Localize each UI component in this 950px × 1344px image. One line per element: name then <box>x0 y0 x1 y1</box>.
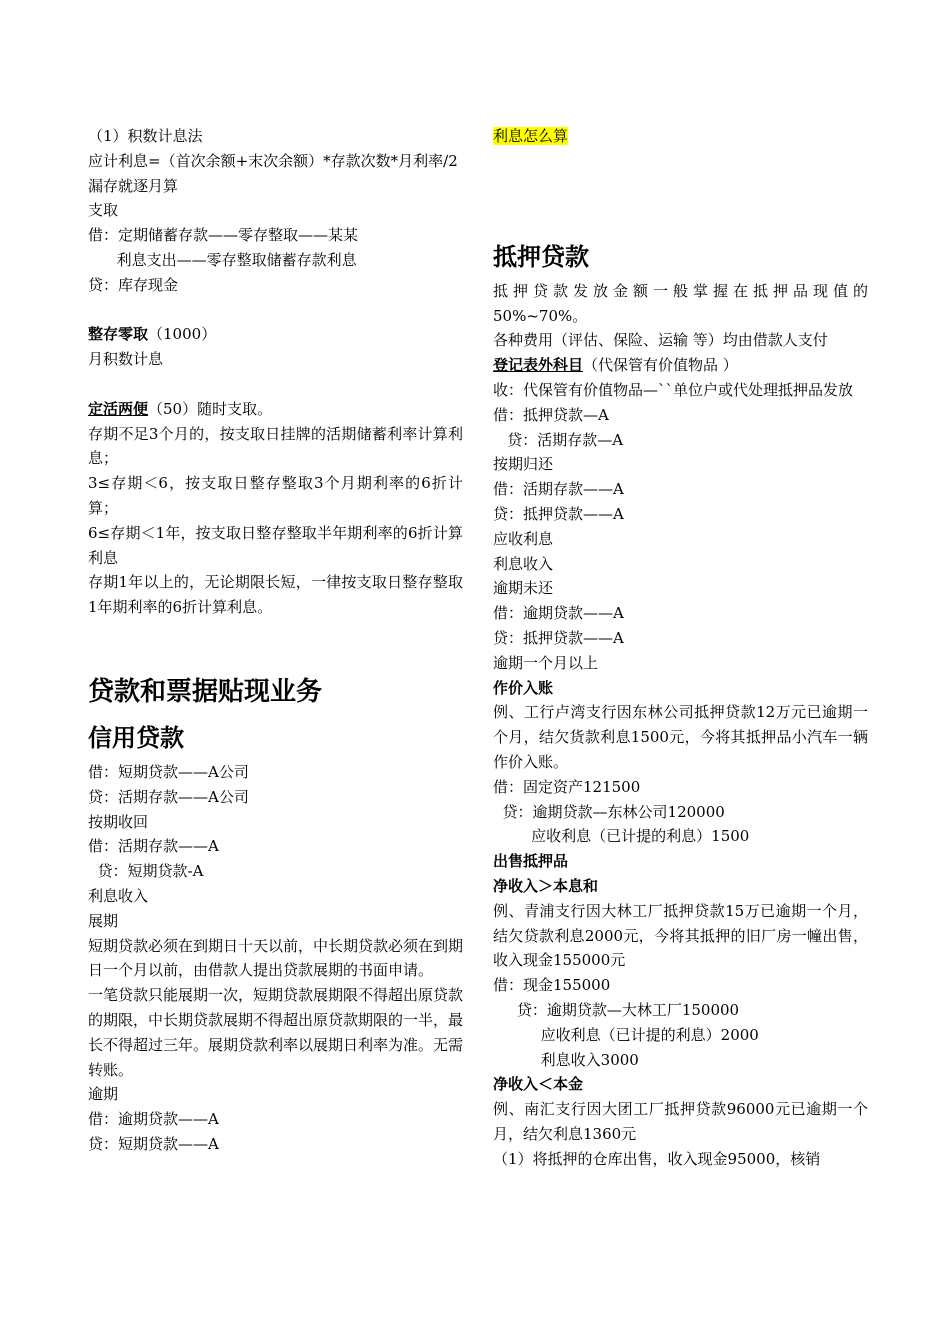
text-line: 借：现金155000 <box>493 976 611 995</box>
text-line: 借：逾期贷款——A <box>493 604 624 623</box>
text-line: 贷：活期存款——A公司 <box>88 787 249 806</box>
text-paragraph: 例、南汇支行因大团工厂抵押贷款96000元已逾期一个月，结欠利息1360元 <box>493 1100 868 1143</box>
text-paragraph: 各种费用（评估、保险、运输 等）均由借款人支付 <box>493 331 828 350</box>
text-line: 贷：短期贷款-A <box>88 862 204 881</box>
heading-credit-loan: 信用贷款 <box>88 722 184 752</box>
subheading: 净收入＜本金 <box>493 1075 584 1094</box>
subheading: 净收入＞本息和 <box>493 876 599 895</box>
highlighted-text: 利息怎么算 <box>493 127 569 145</box>
text-line: 贷：库存现金 <box>88 275 179 294</box>
section-title: 登记表外科目 <box>493 356 584 375</box>
section-title: 定活两便 <box>88 399 149 418</box>
text-paragraph: 存期不足3个月的，按支取日挂牌的活期储蓄利率计算利息； <box>88 424 463 468</box>
heading-mortgage-loan: 抵押贷款 <box>493 241 589 271</box>
text-line: 支取 <box>88 201 119 220</box>
highlight-line <box>493 124 868 149</box>
text-line: 借：活期存款——A <box>88 837 219 856</box>
text-paragraph: 存期1年以上的，无论期限长短，一律按支取日整存整取1年期利率的6折计算利息。 <box>88 573 463 617</box>
section-note: （代保管有价值物品 ） <box>583 356 738 375</box>
section-note: （50）随时支取。 <box>148 399 273 418</box>
text-line: 利息支出——零存整取储蓄存款利息 <box>88 250 357 269</box>
text-line: （1）积数计息法 <box>88 127 203 145</box>
heading-loans: 贷款和票据贴现业务 <box>88 676 323 707</box>
right-column <box>493 124 868 1171</box>
text-line: 借：固定资产121500 <box>493 777 641 796</box>
text-paragraph: 一笔贷款只能展期一次，短期贷款展期限不得超出原贷款的期限，中长期贷款展期不得超出原贷款期限的一半，最长不得超过三年。展期贷款利率以展期日利率为准。无需转账。 <box>88 986 464 1079</box>
text-paragraph: 抵押贷款发放金额一般掌握在抵押品现值的50%~70%。 <box>493 281 868 325</box>
text-line: 展期 <box>88 911 119 930</box>
left-column <box>88 124 463 1157</box>
text-line: 利息收入3000 <box>493 1050 639 1069</box>
text-line: 应收利息（已计提的利息）1500 <box>493 827 750 846</box>
text-paragraph: 例、青浦支行因大林工厂抵押贷款15万已逾期一个月，结欠贷款利息2000元，今将其抵押的旧厂房一幢出售，收入现金155000元 <box>493 901 868 970</box>
text-line: 漏存就逐月算 <box>88 176 179 195</box>
text-line: 应收利息 <box>493 529 554 548</box>
text-line: 应收利息（已计提的利息）2000 <box>493 1025 759 1044</box>
section-zhengcun <box>88 322 463 347</box>
text-line: 贷：活期存款—A <box>493 430 624 449</box>
text-line: 逾期 <box>88 1085 119 1104</box>
text-paragraph: 3≤存期＜6，按支取日整存整取3个月期利率的6折计算； <box>88 474 463 517</box>
section-note: （1000） <box>148 325 217 344</box>
text-line: 利息收入 <box>493 554 554 573</box>
text-line: （1）将抵押的仓库出售，收入现金95000，核销 <box>493 1149 821 1168</box>
section-dinghuo <box>88 397 463 422</box>
text-paragraph: 短期贷款必须在到期日十天以前，中长期贷款必须在到期日一个月以前，由借款人提出贷款展期的书面申请。 <box>88 936 464 980</box>
text-line: 贷：抵押贷款——A <box>493 504 624 523</box>
text-line: 贷：短期贷款——A <box>88 1134 219 1153</box>
text-line: 利息收入 <box>88 886 149 905</box>
text-line: 借：逾期贷款——A <box>88 1110 219 1129</box>
text-line: 按期归还 <box>493 455 554 474</box>
text-line: 按期收回 <box>88 812 149 831</box>
text-line: 逾期未还 <box>493 579 554 598</box>
text-line: 逾期一个月以上 <box>493 653 599 672</box>
text-paragraph: 6≤存期＜1年，按支取日整存整取半年期利率的6折计算利息 <box>88 523 463 567</box>
section-register <box>493 353 868 378</box>
text-paragraph: 应计利息=（首次余额+末次余额）*存款次数*月利率/2 <box>88 151 458 170</box>
text-line: 借：短期贷款——A公司 <box>88 762 249 781</box>
text-paragraph: 例、工行卢湾支行因东林公司抵押贷款12万元已逾期一个月，结欠货款利息1500元，今将其抵押品小汽车一辆作价入账。 <box>493 703 868 771</box>
text-line: 贷：逾期贷款—东林公司120000 <box>493 802 725 821</box>
text-line: 贷：抵押贷款——A <box>493 628 624 647</box>
text-paragraph: 收：代保管有价值物品—``单位户或代处理抵押品发放 <box>493 380 854 399</box>
subheading: 出售抵押品 <box>493 852 569 871</box>
section-title: 整存零取 <box>88 325 149 344</box>
text-line: 借：抵押贷款—A <box>493 405 609 424</box>
text-line: 借：定期储蓄存款——零存整取——某某 <box>88 226 359 245</box>
text-line: 月积数计息 <box>88 350 164 369</box>
text-line: 借：活期存款——A <box>493 480 624 499</box>
subheading: 作价入账 <box>493 678 554 697</box>
text-line: 贷：逾期贷款—大林工厂150000 <box>493 1000 740 1019</box>
